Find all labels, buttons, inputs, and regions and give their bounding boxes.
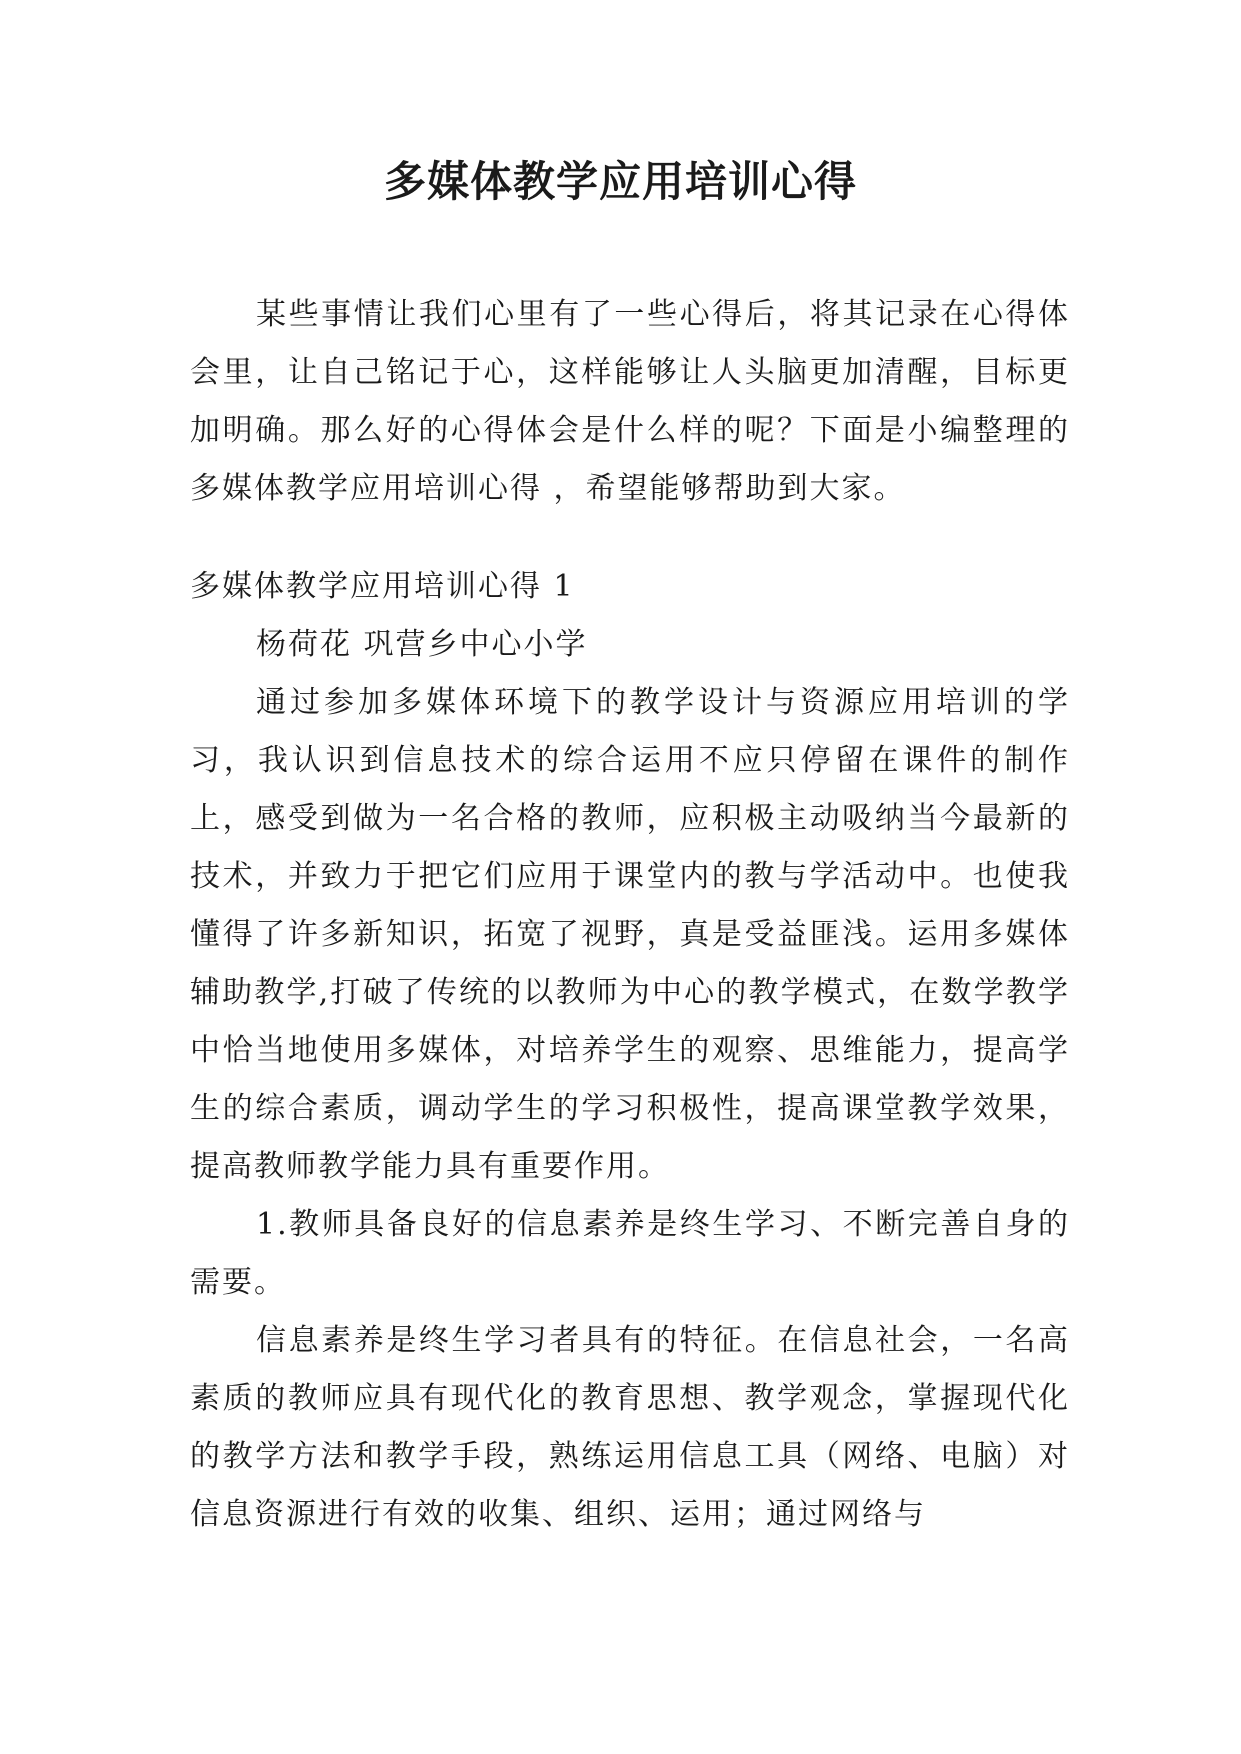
body-paragraph: 通过参加多媒体环境下的教学设计与资源应用培训的学习，我认识到信息技术的综合运用不应只停留在课件的制作上，感受到做为一名合格的教师，应积极主动吸纳当今最新的技术，并致力于把它们应用于课堂内的教与学活动中。也使我懂得了许多新知识，拓宽了视野，真是受益匪浅。运用多媒体辅助教学,打破了传统的以教师为中心的教学模式，在数学教学中恰当地使用多媒体，对培养学生的观察、思维能力，提高学生的综合素质，调动学生的学习积极性，提高课堂教学效果，提高教师教学能力具有重要作用。 bbox=[190, 685, 1070, 1184]
document-body bbox=[190, 286, 1070, 1544]
intro-paragraph: 某些事情让我们心里有了一些心得后，将其记录在心得体会里，让自己铭记于心，这样能够让人头脑更加清醒，目标更加明确。那么好的心得体会是什么样的呢？下面是小编整理的多媒体教学应用培训心得 ，希望能够帮助到大家。 bbox=[190, 297, 1070, 506]
section-heading: 多媒体教学应用培训心得 1 bbox=[190, 569, 575, 604]
body-paragraph: 1.教师具备良好的信息素养是终生学习、不断完善自身的需要。 bbox=[190, 1207, 1070, 1300]
document-title: 多媒体教学应用培训心得 bbox=[383, 157, 857, 206]
author-line: 杨荷花 巩营乡中心小学 bbox=[256, 627, 588, 662]
body-paragraph: 信息素养是终生学习者具有的特征。在信息社会，一名高素质的教师应具有现代化的教育思想、教学观念，掌握现代化的教学方法和教学手段，熟练运用信息工具（网络、电脑）对信息资源进行有效的收集、组织、运用；通过网络与 bbox=[190, 1323, 1070, 1532]
